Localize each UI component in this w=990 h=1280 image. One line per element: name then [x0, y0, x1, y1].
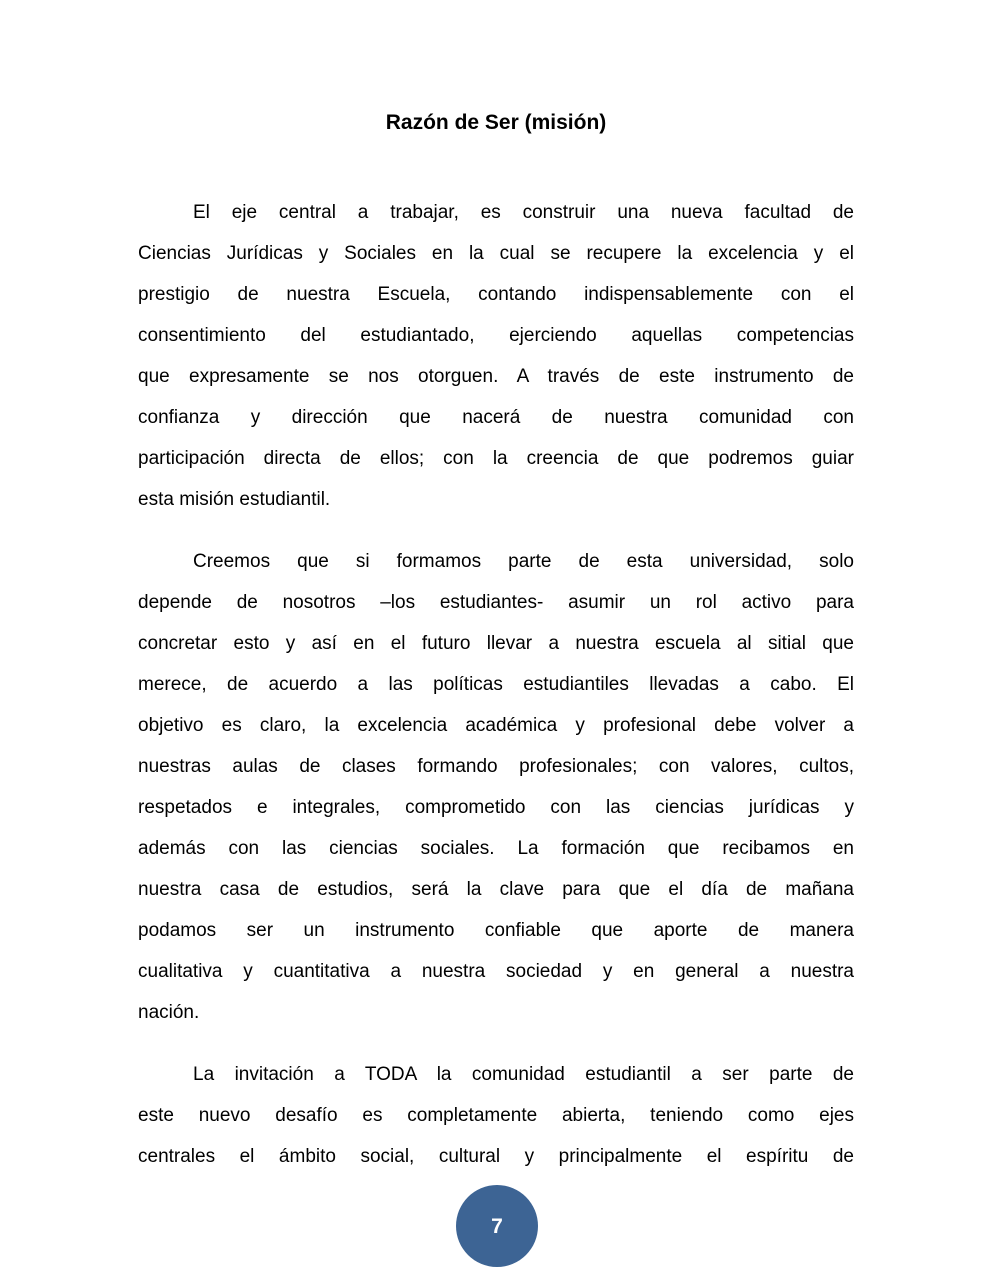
- body-text-line: centrales el ámbito social, cultural y principalmente el espíritu de: [138, 1146, 854, 1167]
- paragraph-3: [138, 1054, 854, 1177]
- body-text-line: consentimiento del estudiantado, ejerciendo aquellas competencias: [138, 325, 854, 346]
- body-text-line: La invitación a TODA la comunidad estudiantil a ser parte de: [193, 1064, 854, 1085]
- body-text-line: podamos ser un instrumento confiable que aporte de manera: [138, 920, 854, 941]
- body-text-line: además con las ciencias sociales. La formación que recibamos en: [138, 838, 854, 859]
- body-text-line: cualitativa y cuantitativa a nuestra sociedad y en general a nuestra: [138, 961, 854, 982]
- body-text-line: nuestra casa de estudios, será la clave para que el día de mañana: [138, 879, 854, 900]
- body-text-line: depende de nosotros –los estudiantes- asumir un rol activo para: [138, 592, 854, 613]
- page-title: Razón de Ser (misión): [385, 111, 607, 134]
- body-text-line: El eje central a trabajar, es construir una nueva facultad de: [193, 202, 854, 223]
- body-text-line: participación directa de ellos; con la creencia de que podremos guiar: [138, 448, 854, 469]
- body-text-line: concretar esto y así en el futuro llevar a nuestra escuela al sitial que: [138, 633, 854, 654]
- document-body: [138, 110, 854, 1198]
- body-text-line: nación.: [138, 1002, 200, 1023]
- body-text-line: nuestras aulas de clases formando profesionales; con valores, cultos,: [138, 756, 854, 777]
- body-text-line: confianza y dirección que nacerá de nuestra comunidad con: [138, 407, 854, 428]
- body-text-line: merece, de acuerdo a las políticas estudiantiles llevadas a cabo. El: [138, 674, 854, 695]
- page-number: 7: [491, 1214, 503, 1238]
- body-text-line: este nuevo desafío es completamente abierta, teniendo como ejes: [138, 1105, 854, 1126]
- body-text-line: prestigio de nuestra Escuela, contando indispensablemente con el: [138, 284, 854, 305]
- paragraph-2: [138, 541, 854, 1033]
- page-number-badge: [456, 1185, 538, 1267]
- body-text-line: respetados e integrales, comprometido con las ciencias jurídicas y: [138, 797, 854, 818]
- paragraph-1: [138, 192, 854, 520]
- body-text-line: que expresamente se nos otorguen. A través de este instrumento de: [138, 366, 854, 387]
- body-text-line: Creemos que si formamos parte de esta universidad, solo: [193, 551, 854, 572]
- body-text-line: objetivo es claro, la excelencia académica y profesional debe volver a: [138, 715, 854, 736]
- body-text-line: esta misión estudiantil.: [138, 489, 331, 510]
- body-text-line: Ciencias Jurídicas y Sociales en la cual se recupere la excelencia y el: [138, 243, 854, 264]
